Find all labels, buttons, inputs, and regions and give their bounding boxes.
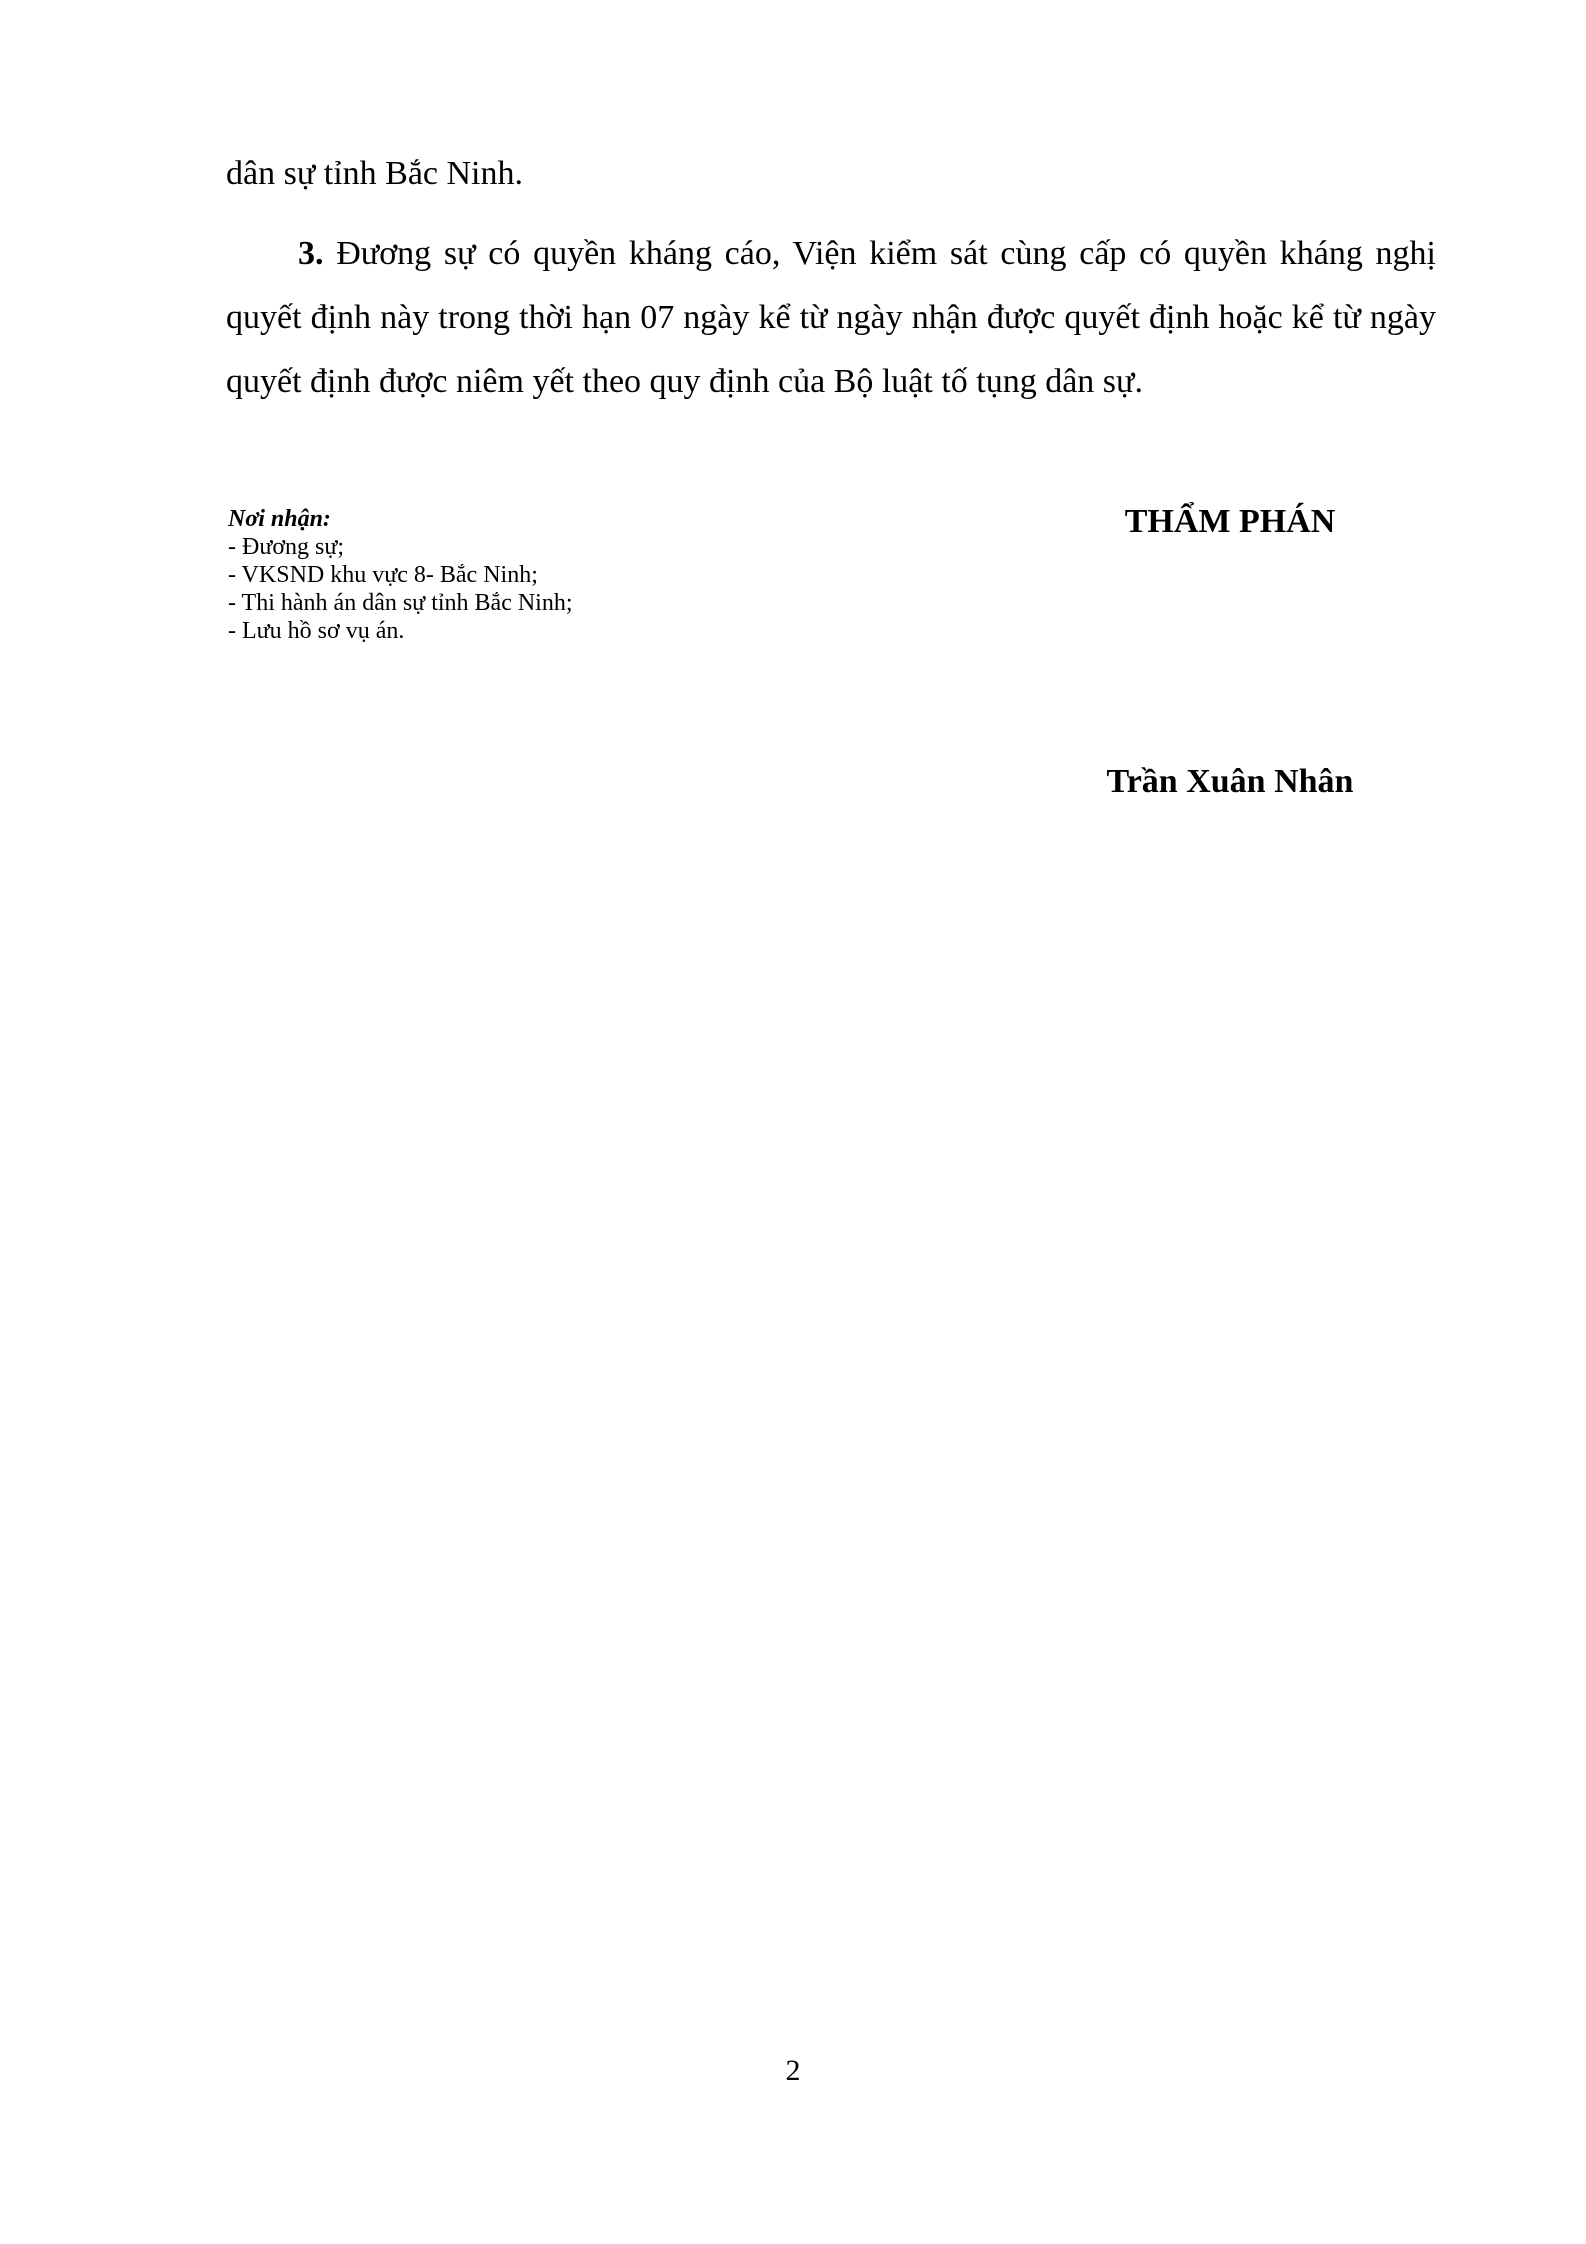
paragraph-3 bbox=[226, 222, 1436, 414]
recipient-item: - Lưu hồ sơ vụ án. bbox=[228, 618, 405, 644]
page-number: 2 bbox=[785, 2054, 801, 2087]
recipients-block bbox=[228, 505, 828, 645]
continuation-paragraph: dân sự tỉnh Bắc Ninh. bbox=[226, 155, 524, 192]
recipient-item: - VKSND khu vực 8- Bắc Ninh; bbox=[228, 562, 538, 588]
paragraph-3-number: 3. bbox=[298, 235, 324, 272]
recipient-item: - Đương sự; bbox=[228, 534, 345, 560]
recipient-item: - Thi hành án dân sự tỉnh Bắc Ninh; bbox=[228, 590, 573, 616]
signature-name: Trần Xuân Nhân bbox=[1106, 763, 1354, 800]
paragraph-3-text: Đương sự có quyền kháng cáo, Viện kiểm sát cùng cấp có quyền kháng nghị quyết định này trong thời hạn 07 ngày kể từ ngày nhận được quyết định hoặc kể từ ngày quyết định được niêm yết theo quy định của Bộ luật tố tụng dân sự. bbox=[226, 235, 1436, 400]
recipients-heading: Nơi nhận: bbox=[228, 506, 331, 532]
signature-title: THẨM PHÁN bbox=[1124, 503, 1336, 540]
